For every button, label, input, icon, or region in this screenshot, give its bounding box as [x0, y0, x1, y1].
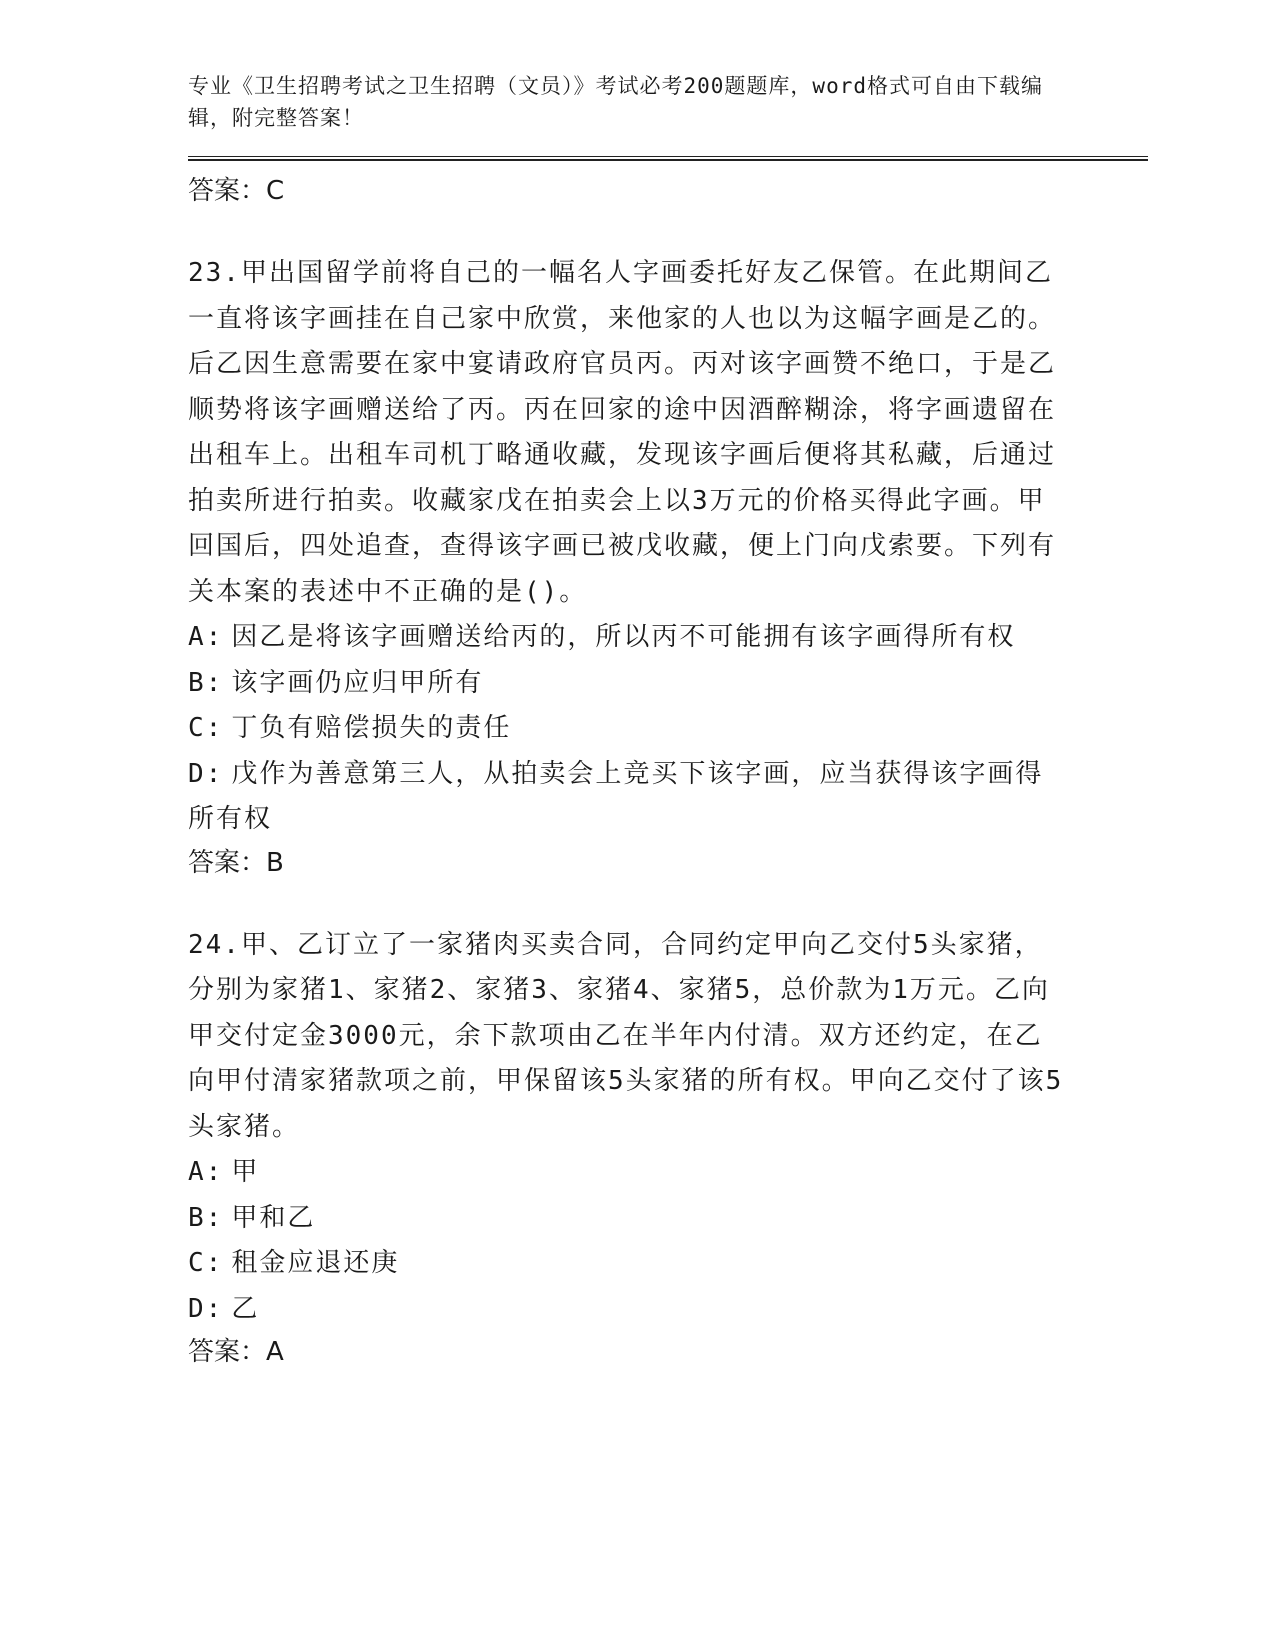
option-b [188, 661, 1068, 707]
header-divider [188, 156, 1148, 161]
option-key: C: [188, 713, 224, 743]
option-text: 该字画仍应归甲所有 [231, 667, 484, 698]
question-stem: 24.甲、乙订立了一家猪肉买卖合同，合同约定甲向乙交付5头家猪，分别为家猪1、家猪2、家猪3、家猪4、家猪5，总价款为1万元。乙向甲交付定金3000元，余下款项由乙在半年内付清。双方还约定，在乙向甲付清家猪款项之前，甲保留该5头家猪的所有权。甲向乙交付了该5头家猪。 [188, 929, 1064, 1142]
option-list [188, 1150, 1148, 1332]
previous-answer: 答案：C [188, 176, 285, 206]
option-a [188, 1150, 1068, 1196]
question-24 [188, 923, 1148, 1371]
option-text: 因乙是将该字画赠送给丙的，所以丙不可能拥有该字画得所有权 [231, 622, 1016, 652]
option-key: C: [188, 1248, 224, 1278]
option-text: 丁负有赔偿损失的责任 [231, 713, 512, 743]
question-stem: 23.甲出国留学前将自己的一幅名人字画委托好友乙保管。在此期间乙一直将该字画挂在自己家中欣赏，来他家的人也以为这幅字画是乙的。后乙因生意需要在家中宴请政府官员丙。丙对该字画赞不绝口，于是乙顺势将该字画赠送给了丙。丙在回家的途中因酒醉糊涂，将字画遗留在出租车上。出租车司机丁略通收藏，发现该字画后便将其私藏，后通过拍卖所进行拍卖。收藏家戊在拍卖会上以3万元的价格买得此字画。甲回国后，四处追查，查得该字画已被戊收藏，便上门向戊索要。下列有关本案的表述中不正确的是()。 [188, 258, 1057, 607]
option-text: 乙 [231, 1293, 260, 1324]
option-key: B: [188, 1202, 224, 1233]
option-text: 甲 [231, 1157, 260, 1187]
option-c [188, 706, 1068, 752]
option-text: 戊作为善意第三人，从拍卖会上竞买下该字画，应当获得该字画得所有权 [188, 758, 1044, 834]
question-answer: 答案：A [188, 1337, 284, 1367]
option-list [188, 615, 1148, 843]
option-a [188, 615, 1068, 661]
option-text: 租金应退还庚 [231, 1248, 400, 1278]
option-c [188, 1241, 1068, 1287]
option-key: A: [188, 1157, 224, 1187]
option-text: 甲和乙 [231, 1202, 316, 1233]
option-key: B: [188, 667, 224, 698]
question-answer: 答案：B [188, 847, 284, 878]
question-23 [188, 251, 1148, 881]
option-b [188, 1196, 1068, 1242]
option-d [188, 1287, 1068, 1333]
document-page [188, 70, 1148, 1370]
document-header: 专业《卫生招聘考试之卫生招聘（文员）》考试必考200题题库，word格式可自由下载编辑，附完整答案！ [188, 74, 1043, 130]
option-key: D: [188, 1293, 224, 1324]
option-d [188, 752, 1068, 843]
option-key: D: [188, 758, 224, 789]
option-key: A: [188, 622, 224, 652]
